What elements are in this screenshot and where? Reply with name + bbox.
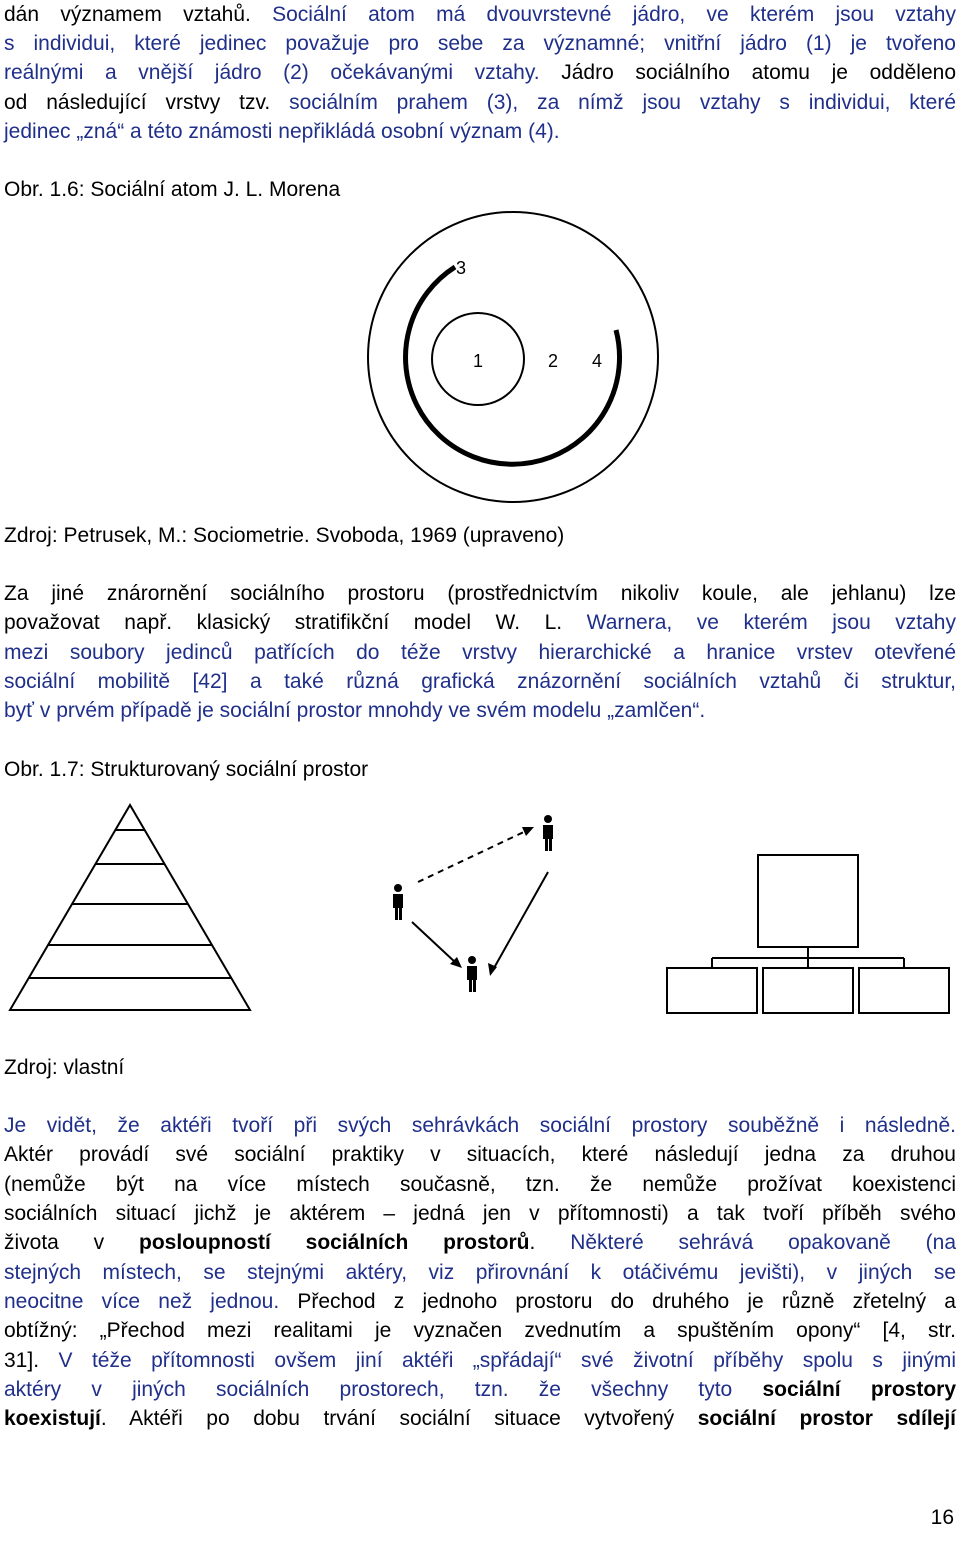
- page-number: 16: [930, 1506, 954, 1529]
- relation-arrow-from-left: [412, 922, 456, 963]
- hierarchy-chart: [667, 855, 949, 1013]
- para2-line4: sociální mobilitě [42] a také různá grafická znázornění sociálních vztahů či struktur,: [4, 670, 956, 693]
- para1-line5: jedinec „zná“ a této známosti nepřikládá osobní význam (4).: [4, 120, 560, 143]
- person-icon: [467, 956, 477, 992]
- para3-line11: koexistují. Aktéři po dobu trvání sociální situace vytvořený sociální prostor sdílejí: [4, 1407, 957, 1430]
- para2-line5: byť v prvém případě je sociální prostor mnohdy ve svém modelu „zamlčen“.: [4, 699, 706, 722]
- stratification-pyramid: [10, 805, 250, 1010]
- para3-line10: aktéry v jiných sociálních prostorech, tzn. že všechny tyto sociální prostory: [4, 1378, 957, 1401]
- para2-line3: mezi soubory jedinců patřících do téže vrstvy hierarchické a hranice vrstev otevřené: [4, 641, 956, 664]
- para3-line4: sociálních situací jichž je aktérem – jedná jen v přítomnosti) a tak tvoří příběh svého: [4, 1202, 956, 1225]
- para1-line4: od následující vrstvy tzv. sociálním prahem (3), za nímž jsou vztahy s individui, které: [4, 91, 956, 114]
- social-threshold-arc: [406, 267, 620, 464]
- para3-line7: neocitne více než jednou. Přechod z jednoho prostoru do druhého je různě zřetelný a: [4, 1290, 956, 1313]
- top-box: [758, 855, 858, 947]
- para3-line5: života v posloupností sociálních prostorů. Některé sehrává opakovaně (na: [4, 1231, 957, 1254]
- label-3: 3: [456, 258, 467, 278]
- para3-line2: Aktér provádí své sociální praktiky v situacích, které následují jedna za druhou: [4, 1143, 956, 1166]
- structured-social-space-diagram: [0, 800, 960, 1020]
- figure-1-7-caption: Obr. 1.7: Strukturovaný sociální prostor: [4, 758, 369, 781]
- para2-line1: Za jiné znárornění sociálního prostoru (prostřednictvím nikoliv koule, ale jehlanu) lze: [4, 582, 956, 605]
- para1-line1: dán významem vztahů. Sociální atom má dvouvrstevné jádro, ve kterém jsou vztahy: [4, 3, 956, 26]
- child-box-3: [859, 968, 949, 1013]
- outer-circle: [368, 212, 658, 502]
- relations-network: [393, 815, 553, 992]
- label-2: 2: [548, 351, 559, 371]
- para1-line3: reálnými a vnější jádro (2) očekávanými vztahy. Jádro sociálního atomu je odděleno: [4, 61, 956, 84]
- para3-line1: Je vidět, že aktéři tvoří při svých sehrávkách sociální prostory souběžně i následně.: [4, 1114, 956, 1137]
- label-4: 4: [592, 351, 603, 371]
- para2-line2: považovat např. klasický stratifikční model W. L. Warnera, ve kterém jsou vztahy: [4, 611, 956, 634]
- para3-line3: (nemůže být na více místech současně, tzn. že nemůže prožívat koexistenci: [4, 1173, 956, 1196]
- person-icon: [393, 884, 403, 920]
- para1-line2: s individui, které jedinec považuje pro sebe za významné; vnitřní jádro (1) je tvořeno: [4, 32, 956, 55]
- para3-line9: 31]. V téže přítomnosti ovšem jiní aktéři „spřádají“ své životní příběhy spolu s jinými: [4, 1349, 956, 1372]
- figure-1-6-source: Zdroj: Petrusek, M.: Sociometrie. Svoboda, 1969 (upraveno): [4, 524, 565, 547]
- child-box-1: [667, 968, 757, 1013]
- child-box-2: [763, 968, 853, 1013]
- para3-line6: stejných místech, se stejnými aktéry, viz přirovnání k otáčivému jevišti), v jiných se: [4, 1261, 956, 1284]
- person-icon: [543, 815, 553, 851]
- figure-1-6-caption: Obr. 1.6: Sociální atom J. L. Morena: [4, 178, 341, 201]
- relation-arrow-to-person: [494, 872, 548, 968]
- label-1: 1: [473, 351, 484, 371]
- figure-1-7-source: Zdroj: vlastní: [4, 1056, 125, 1079]
- dashed-relation-arrow: [418, 830, 528, 882]
- social-atom-diagram: [0, 215, 960, 515]
- para3-line8: obtížný: „Přechod mezi realitami je vyznačen zvednutím a spuštěním opony“ [4, str.: [4, 1319, 956, 1342]
